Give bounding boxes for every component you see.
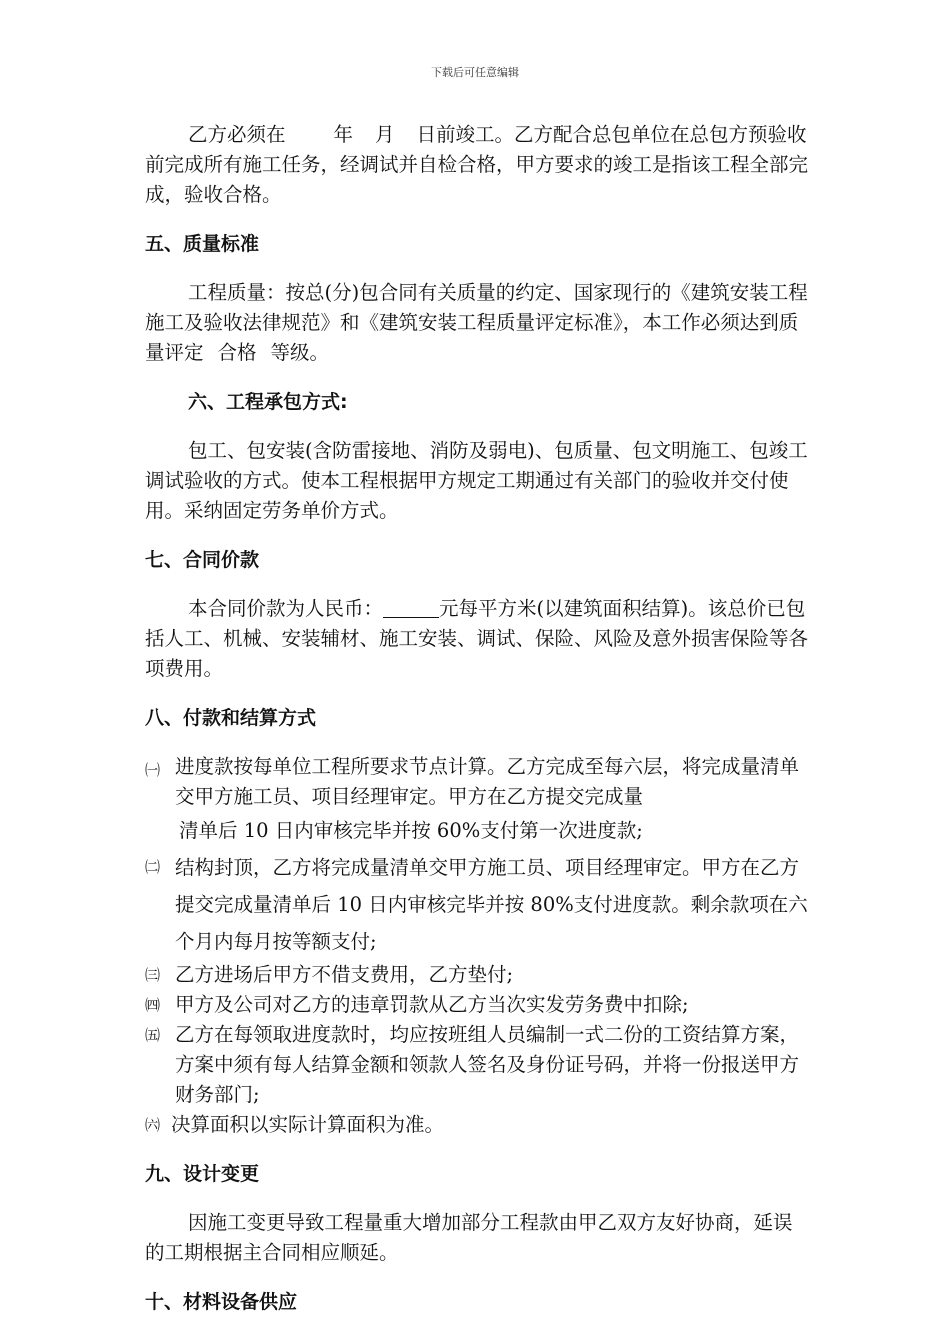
completion-text-a: 乙方必须在 [188,123,286,146]
section-6-paragraph: 包工、包安装(含防雷接地、消防及弱电)、包质量、包文明施工、包竣工调试验收的方式。使本工程根据甲方规定工期通过有关部门的验收并交付使用。采纳固定劳务单价方式。 [145,439,808,522]
completion-paragraph [145,120,810,210]
page-header: 下载后可任意编辑 [431,66,519,79]
section-9-heading: 九、设计变更 [145,1163,260,1185]
payment-item-3 [145,960,810,990]
item-text: 决算面积以实际计算面积为准。 [171,1113,445,1136]
payment-item-6 [145,1110,810,1140]
completion-year: 年 [333,123,354,146]
item-text: 结构封顶，乙方将完成量清单交甲方施工员、项目经理审定。甲方在乙方提交完成量清单后 10 日内审核完毕并按 80%支付进度款。剩余款项在六个月内每月按等额支付; [175,856,808,953]
item-number: ㈣ [145,996,161,1014]
quality-text-a: 工程质量：按总(分)包合同有关质量的约定、国家现行的《建筑安装工程施工及验收法律规范》和《建筑安装工程质量评定标准》，本工作必须达到质量评定 [145,281,808,364]
section-5-heading: 五、质量标准 [145,233,260,255]
item-number: ㈢ [145,966,161,984]
item-text: 甲方及公司对乙方的违章罚款从乙方当次实发劳务费中扣除; [175,993,689,1016]
item-text-line1: 进度款按每单位工程所要求节点计算。乙方完成至每六层，将完成量清单交甲方施工员、项目经理审定。甲方在乙方提交完成量 [175,755,800,808]
item-text: 乙方进场后甲方不借支费用，乙方垫付; [175,963,514,986]
completion-text-b: 日前竣工。乙方配合总包单位在总包方预验收前完成所有施工任务，经调试并自检合格，甲方要求的竣工是指该工程全部完成，验收合格。 [145,123,809,206]
section-5-paragraph [145,278,810,368]
item-text-line2: 清单后 10 日内审核完毕并按 60%支付第一次进度款; [179,819,643,842]
section-8-heading: 八、付款和结算方式 [145,707,317,729]
price-text-a: 本合同价款为人民币： [188,597,384,620]
payment-item-4 [145,990,810,1020]
completion-month: 月 [375,123,395,146]
item-number: ㈤ [145,1026,161,1044]
section-7-paragraph [145,594,810,684]
price-blank [383,595,439,618]
section-9-paragraph: 因施工变更导致工程量重大增加部分工程款由甲乙双方友好协商，延误的工期根据主合同相应顺延。 [145,1211,793,1264]
item-number: ㈥ [145,1116,161,1134]
quality-grade: 合格 [217,341,257,364]
section-7-heading: 七、合同价款 [145,549,260,571]
item-text: 乙方在每领取进度款时，均应按班组人员编制一式二份的工资结算方案，方案中须有每人结算金额和领款人签名及身份证号码，并将一份报送甲方财务部门; [175,1023,800,1106]
item-number: ㈡ [145,858,161,876]
payment-item-5 [145,1020,810,1110]
item-number: ㈠ [145,761,161,779]
section-10-heading: 十、材料设备供应 [145,1291,298,1313]
document-body [145,120,810,1336]
section-6-heading: 六、工程承包方式: [188,391,348,413]
payment-item-2 [145,849,810,960]
payment-item-1 [145,752,810,849]
price-text-b: 元每平方米(以建筑面积结算)。该总价已包括人工、机械、安装辅材、施工安装、调试、保险、风险及意外损害保险等各项费用。 [145,597,809,680]
quality-text-b: 等级。 [270,341,330,364]
